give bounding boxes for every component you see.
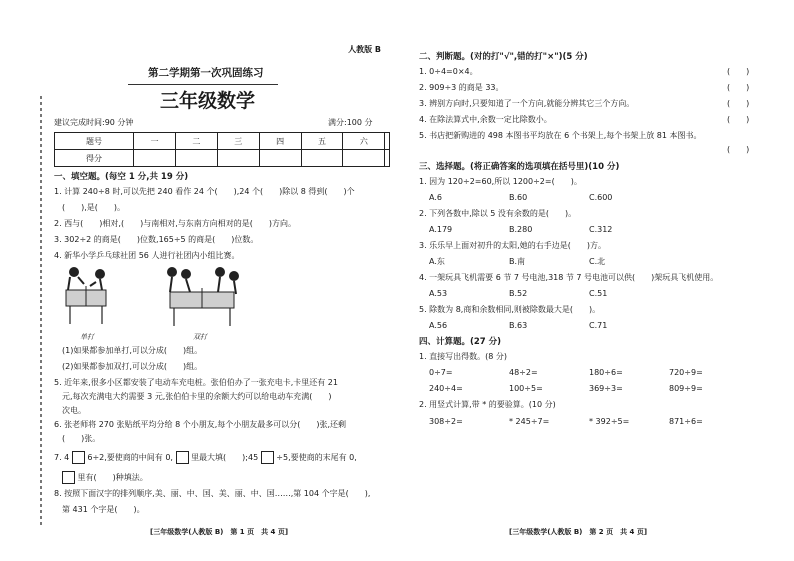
judge-5-answer[interactable]: ( ) — [727, 145, 750, 154]
question-4-1: (1)如果都参加单打,可以分成( )组。 — [62, 346, 203, 355]
judge-1: 1. 0÷4=0×4。 — [419, 67, 478, 76]
calc-2-heading: 2. 用竖式计算,带 * 的要验算。(10 分) — [419, 400, 556, 409]
choice-2-option: B.280 — [509, 225, 533, 234]
score-table — [54, 132, 390, 167]
calc-item: 0÷7= — [429, 368, 453, 377]
choice-4-option: C.51 — [589, 289, 608, 298]
choice-5: 5. 除数为 8,商和余数相同,则被除数最大是( )。 — [419, 305, 601, 314]
exam-title: 三年级数学 — [160, 90, 256, 112]
score-cell[interactable]: 得分 — [55, 150, 134, 167]
score-cell[interactable] — [343, 150, 385, 167]
question-1: 1. 计算 240÷8 时,可以先把 240 看作 24 个( ),24 个( )除以 8 得到( )个 — [54, 187, 355, 196]
choice-3-option: A.东 — [429, 257, 445, 266]
vertical-calc-item: 871÷6= — [669, 417, 703, 426]
score-header-cell: 四 — [259, 133, 301, 150]
calc-item: 369÷3= — [589, 384, 623, 393]
vertical-calc-item: * 245÷7= — [509, 417, 550, 426]
question-4: 4. 新华小学乒乓球社团 56 人进行社团内小组比赛。 — [54, 251, 240, 260]
binding-line — [40, 96, 42, 526]
question-3: 3. 302÷2 的商是( )位数,165÷5 的商是( )位数。 — [54, 235, 259, 244]
edition-label: 人教版 B — [348, 45, 381, 54]
page-1-footer: [三年级数学(人教版 B) 第 1 页 共 4 页] — [150, 528, 289, 536]
question-7-end: ÷5,要使商的末尾有 0, — [276, 453, 357, 462]
choice-5-option: A.56 — [429, 321, 448, 330]
calc-item: 100÷5= — [509, 384, 543, 393]
choice-1-option: C.600 — [589, 193, 613, 202]
digit-box[interactable] — [261, 451, 274, 464]
choice-5-option: C.71 — [589, 321, 608, 330]
digit-box[interactable] — [62, 471, 75, 484]
exam-subtitle: 第二学期第一次巩固练习 — [148, 67, 264, 79]
choice-3-option: B.南 — [509, 257, 526, 266]
choice-1-option: B.60 — [509, 193, 528, 202]
judge-4-answer[interactable]: ( ) — [727, 115, 750, 124]
doubles-illustration — [160, 264, 244, 330]
question-4-2: (2)如果都参加双打,可以分成( )组。 — [62, 362, 203, 371]
question-7-cont — [62, 471, 148, 484]
score-cell[interactable] — [259, 150, 301, 167]
choice-2-option: C.312 — [589, 225, 613, 234]
score-cell[interactable] — [301, 150, 343, 167]
calc-item: 180÷6= — [589, 368, 623, 377]
score-header-cell: 五 — [301, 133, 343, 150]
digit-box[interactable] — [72, 451, 85, 464]
judge-3-answer[interactable]: ( ) — [727, 99, 750, 108]
question-8-cont: 第 431 个字是( )。 — [62, 505, 145, 514]
question-7-mid: 6÷2,要使商的中间有 0, — [87, 453, 173, 462]
question-2: 2. 西与( )相对,( )与南相对,与东南方向相对的是( )方向。 — [54, 219, 296, 228]
score-cell[interactable] — [134, 150, 176, 167]
judge-4: 4. 在除法算式中,余数一定比除数小。 — [419, 115, 552, 124]
score-header-cell — [385, 133, 390, 150]
title-rule — [128, 84, 278, 85]
vertical-calc-item: * 392÷5= — [589, 417, 630, 426]
score-header-cell: 题号 — [55, 133, 134, 150]
question-7-start: 7. 4 — [54, 453, 70, 462]
question-8: 8. 按照下面汉字的排列顺序,美、丽、中、国、美、丽、中、国……,第 104 个字是( ), — [54, 489, 371, 498]
choice-2-option: A.179 — [429, 225, 453, 234]
judge-3: 3. 辨别方向时,只要知道了一个方向,就能分辨其它三个方向。 — [419, 99, 635, 108]
page-2-footer: [三年级数学(人教版 B) 第 2 页 共 4 页] — [509, 528, 648, 536]
choice-3-option: C.北 — [589, 257, 606, 266]
question-5-cont: 元,每次充满电大约需要 3 元,张伯伯卡里的余额大约可以给电动车充满( ) — [62, 392, 332, 401]
choice-4: 4. 一架玩具飞机需要 6 节 7 号电池,318 节 7 号电池可以供( )架玩具飞机使用。 — [419, 273, 719, 282]
judge-5: 5. 书店把新购进的 498 本图书平均放在 6 个书架上,每个书架上放 81 本图书。 — [419, 131, 702, 140]
score-cell[interactable] — [217, 150, 259, 167]
calc-item: 720÷9= — [669, 368, 703, 377]
question-5-end: 次电。 — [62, 406, 86, 415]
score-header-cell: 六 — [343, 133, 385, 150]
score-cell[interactable] — [385, 150, 390, 167]
vertical-calc-item: 308÷2= — [429, 417, 463, 426]
singles-label: 单打 — [80, 333, 94, 341]
full-score: 满分:100 分 — [328, 118, 373, 127]
section-1-heading: 一、填空题。(每空 1 分,共 19 分) — [54, 172, 189, 182]
score-header-cell: 三 — [217, 133, 259, 150]
choice-5-option: B.63 — [509, 321, 528, 330]
choice-4-option: B.52 — [509, 289, 528, 298]
question-7-tail: 里有( )种填法。 — [77, 473, 148, 482]
time-hint: 建议完成时间:90 分钟 — [54, 118, 134, 127]
score-cell[interactable] — [175, 150, 217, 167]
calc-item: 240÷4= — [429, 384, 463, 393]
choice-2: 2. 下列各数中,除以 5 没有余数的是( )。 — [419, 209, 577, 218]
doubles-label: 双打 — [193, 333, 207, 341]
calc-item: 809÷9= — [669, 384, 703, 393]
section-4-heading: 四、计算题。(27 分) — [419, 337, 502, 347]
score-header-cell: 二 — [175, 133, 217, 150]
page-2 — [397, 0, 794, 561]
judge-2: 2. 909÷3 的商是 33。 — [419, 83, 504, 92]
choice-4-option: A.53 — [429, 289, 448, 298]
question-1-cont: ( ),是( )。 — [62, 203, 126, 212]
choice-1: 1. 因为 120÷2=60,所以 1200÷2=( )。 — [419, 177, 582, 186]
question-7 — [54, 451, 357, 464]
section-2-heading: 二、判断题。(对的打"√",错的打"×")(5 分) — [419, 52, 588, 62]
section-3-heading: 三、选择题。(将正确答案的选项填在括号里)(10 分) — [419, 162, 620, 172]
question-7-mid2: 里最大填( );45 — [191, 453, 259, 462]
judge-2-answer[interactable]: ( ) — [727, 83, 750, 92]
choice-3: 3. 乐乐早上面对初升的太阳,她的右手边是( )方。 — [419, 241, 606, 250]
digit-box[interactable] — [176, 451, 189, 464]
question-6-cont: ( )张。 — [62, 434, 101, 443]
score-header-cell: 一 — [134, 133, 176, 150]
singles-illustration — [60, 264, 112, 330]
choice-1-option: A.6 — [429, 193, 442, 202]
calc-item: 48÷2= — [509, 368, 538, 377]
judge-1-answer[interactable]: ( ) — [727, 67, 750, 76]
question-5: 5. 近年来,很多小区都安装了电动车充电桩。张伯伯办了一张充电卡,卡里还有 21 — [54, 378, 338, 387]
question-6: 6. 张老师将 270 张贴纸平均分给 8 个小朋友,每个小朋友最多可以分( )张,还剩 — [54, 420, 347, 429]
calc-1-heading: 1. 直接写出得数。(8 分) — [419, 352, 508, 361]
